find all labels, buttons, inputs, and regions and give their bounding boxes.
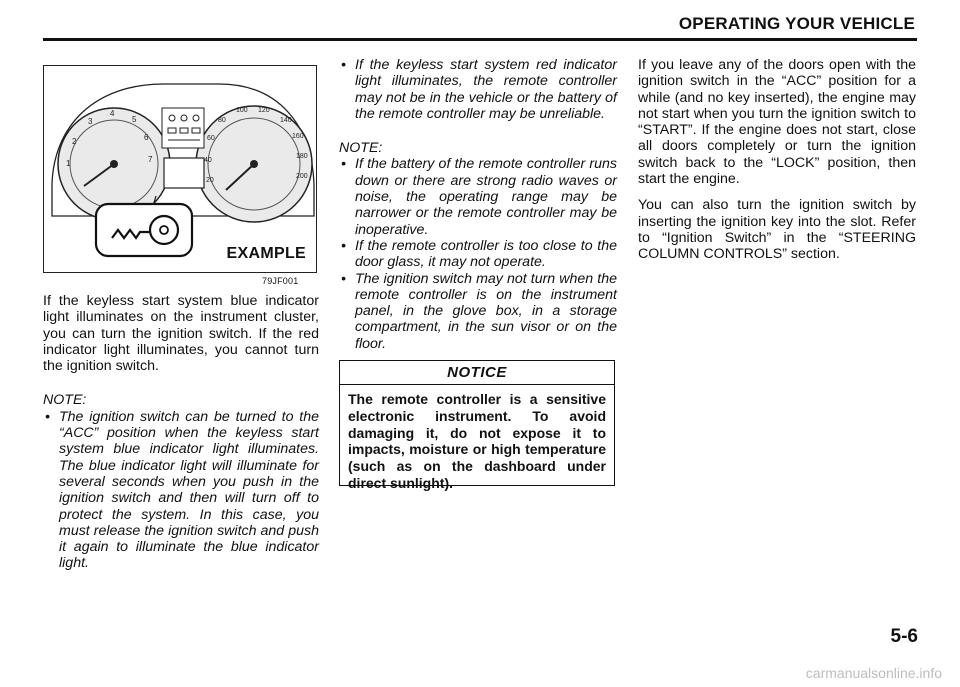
keyless-paragraph: If the keyless start system blue indicator light illuminates on the instrument cluster, you can turn the ignition switch. If the red indicator light illuminates, you cannot turn the ignition switch. <box>43 293 319 375</box>
note-label: NOTE: <box>43 392 87 409</box>
middle-column <box>339 57 617 352</box>
notice-title: NOTICE <box>340 361 614 385</box>
svg-text:1: 1 <box>66 159 71 168</box>
list-item: • The ignition switch can be turned to the “ACC” position when the keyless start system blue indicator light illuminates. The blue indicator light will illuminate for several seconds when you push in the ignition switch and then will turn off to protect the system. In this case, you must release the ignition switch and push it again to illuminate the blue indicator light. <box>43 409 319 572</box>
svg-text:200: 200 <box>296 173 308 180</box>
header-divider <box>43 38 917 41</box>
svg-text:7: 7 <box>148 155 153 164</box>
notice-box <box>339 360 615 491</box>
svg-text:60: 60 <box>207 135 215 142</box>
section-title: OPERATING YOUR VEHICLE <box>678 14 915 33</box>
svg-text:80: 80 <box>218 117 226 124</box>
page-number: 5-6 <box>890 626 918 647</box>
svg-text:100: 100 <box>236 107 248 114</box>
figure-label: EXAMPLE <box>226 245 306 262</box>
svg-text:140: 140 <box>280 117 292 124</box>
list-item: • If the keyless start system red indicator light illuminates, the remote controller may not be in the vehicle or the battery of the remote controller may be unreliable. <box>339 57 617 122</box>
acc-paragraph: If you leave any of the doors open with the ignition switch in the “ACC” position for a while (and no key inserted), the engine may not start when you turn the ignition switch to “START”. If the engine does not start, close all doors completely or turn the ignition switch back to the “LOCK” position, then start the engine. <box>638 57 916 188</box>
svg-text:4: 4 <box>110 109 115 118</box>
svg-text:160: 160 <box>292 133 304 140</box>
figure-code: 79JF001 <box>262 276 299 286</box>
list-item: • The ignition switch may not turn when the remote controller is on the instrument panel, in the glove box, in a storage compartment, in the sun visor or on the floor. <box>339 271 617 352</box>
list-item: • If the remote controller is too close to the door glass, it may not operate. <box>339 238 617 271</box>
svg-text:180: 180 <box>296 153 308 160</box>
note-list <box>339 156 617 352</box>
note-list <box>43 409 319 572</box>
note-label: NOTE: <box>339 140 383 157</box>
instrument-cluster-figure <box>43 65 317 273</box>
svg-text:40: 40 <box>204 157 212 164</box>
svg-text:5: 5 <box>132 115 137 124</box>
instrument-cluster-illustration <box>44 66 317 273</box>
svg-text:2: 2 <box>72 137 77 146</box>
warning-list <box>339 57 617 122</box>
right-column <box>638 57 916 263</box>
ignition-key-paragraph: You can also turn the ignition switch by inserting the ignition key into the slot. Refer to “Ignition Switch” in the “STEERING COLUMN CONTROLS” section. <box>638 197 916 263</box>
watermark: carmanualsonline.info <box>805 665 942 681</box>
svg-text:20: 20 <box>206 177 214 184</box>
list-item: • If the battery of the remote controller runs down or there are strong radio waves or noise, the operating range may be narrower or the remote controller may be inoperative. <box>339 156 617 237</box>
svg-text:6: 6 <box>144 133 149 142</box>
svg-text:3: 3 <box>88 117 93 126</box>
svg-text:120: 120 <box>258 107 270 114</box>
left-column <box>43 293 319 572</box>
notice-body: The remote controller is a sensitive electronic instrument. To avoid damaging it, do not expose it to impacts, moisture or high temperature (such as on the dashboard under direct sunlight). <box>348 391 606 491</box>
